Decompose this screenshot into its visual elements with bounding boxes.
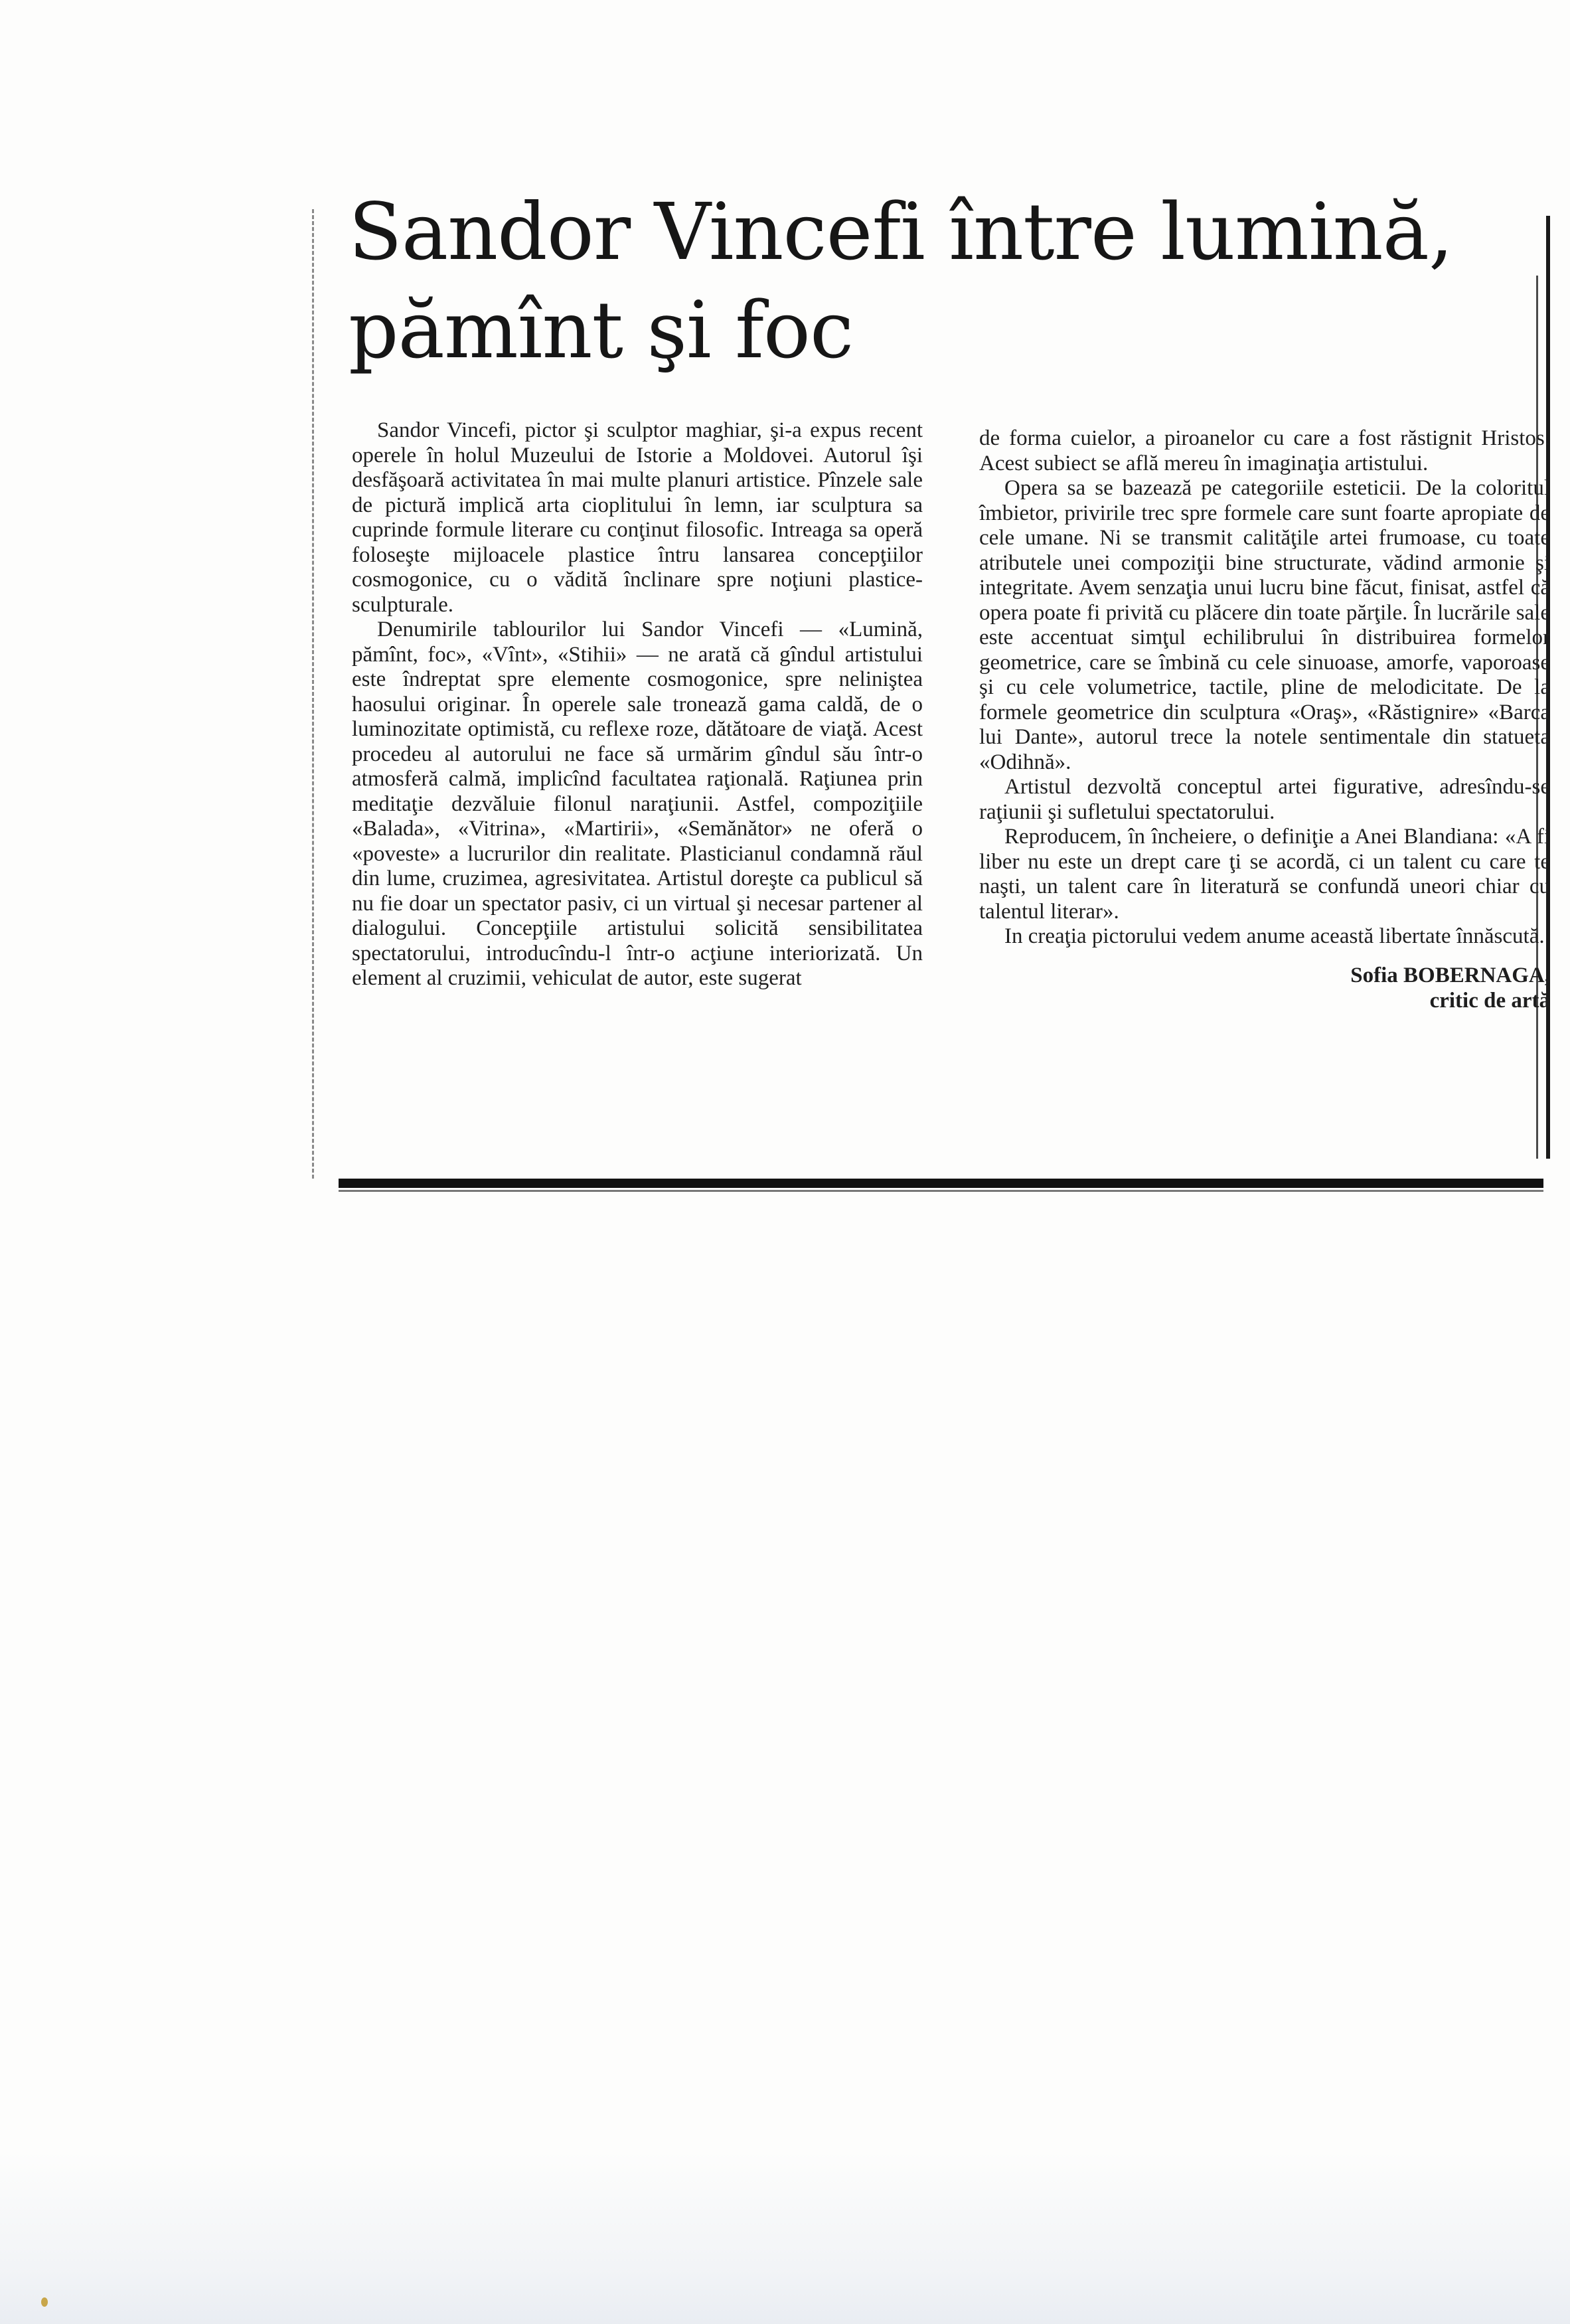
- bottom-rule: [339, 1179, 1543, 1188]
- paragraph: Artistul dezvoltă conceptul artei figurative, adresîndu-se raţiunii şi sufletului spectatorului.: [979, 775, 1550, 824]
- paragraph: Reproducem, în încheiere, o definiţie a Anei Blandiana: «A fi liber nu este un drept care ţi se acordă, ci un talent cu care te naşti, un talent care în literatură se confundă uneori chiar cu talentul literar».: [979, 825, 1550, 924]
- bottom-rule-shadow: [339, 1190, 1543, 1192]
- author-name: Sofia BOBERNAGA,: [1350, 963, 1550, 987]
- paragraph: Denumirile tablourilor lui Sandor Vincefi — «Lumină, pămînt, foc», «Vînt», «Stihii» — ne arată că gîndul artistului este îndreptat spre elemente cosmogonice, spre neliniştea haosului originar. În operele sale tronează gama caldă, de o luminozitate optimistă, cu reflexe roze, dătătoare de viaţă. Acest procedeu al autorului ne face să urmărim gîndul său într-o atmosferă calmă, implicînd facultatea raţională. Raţiunea prin meditaţie dezvăluie filonul naraţiunii. Astfel, compoziţiile «Balada», «Vitrina», «Martirii», «Semănător» ne oferă o «poveste» a lucrurilor din realitate. Plasticianul condamnă răul din lume, cruzimea, agresivitatea. Artistul doreşte ca publicul să nu fie doar un spectator pasiv, ci un virtual şi necesar partener al dialogului. Concepţiile artistului solicită sensibilitatea spectatorului, introducîndu-l într-o acţiune interiorizată. Un element al cruzimii, vehiculat de autor, este sugerat: [352, 618, 923, 990]
- paragraph: Opera sa se bazează pe categoriile esteticii. De la coloritul îmbietor, privirile trec spre formele care sunt foarte apropiate de cele umane. Ni se transmit calităţile artei frumoase, cu toate atributele unei compoziţii bine structurate, vădind armonie şi integritate. Avem senzaţia unui lucru bine făcut, finisat, astfel că opera poate fi privită cu plăcere din toate părţile. În lucrările sale este accentuat simţul echilibrului în distribuirea formelor geometrice, care se îmbină cu cele sinuoase, amorfe, vaporoase şi cu cele volumetrice, tactile, pline de melodicitate. De la formele geometrice din sculptura «Oraş», «Răstignire» «Barca lui Dante», autorul trece la notele sentimentale din statueta «Odihnă».: [979, 476, 1550, 774]
- paragraph: de forma cuielor, a piroanelor cu care a fost răstignit Hristos. Acest subiect se află mereu în imaginaţia artistului.: [979, 426, 1550, 475]
- newspaper-clipping: [312, 169, 1550, 1205]
- article-column-left: [352, 418, 923, 991]
- author-signature: [979, 963, 1550, 1013]
- paragraph: In creaţia pictorului vedem anume această libertate înnăscută.: [1004, 924, 1545, 948]
- paper-speck: [41, 2297, 48, 2307]
- article-column-right: [979, 426, 1550, 1013]
- author-role: critic de artă: [1429, 988, 1550, 1013]
- clipping-left-edge: [312, 209, 314, 1179]
- paragraph: Sandor Vincefi, pictor şi sculptor maghiar, şi-a expus recent operele în holul Muzeului de Istorie a Moldovei. Autorul îşi desfăşoară activitatea în mai multe planuri artistice. Pînzele sale de pictură implică arta cioplitului în lemn, iar sculptura sa cuprinde formule literare cu conţinut filosofic. Intreaga sa operă foloseşte mijloacele plastice întru lansarea concepţiilor cosmogonice, cu o vădită înclinare spre noţiuni plastice-sculpturale.: [352, 418, 923, 617]
- article-headline: Sandor Vincefi între lumină, pămînt şi foc: [349, 186, 1453, 376]
- paper-stain: [0, 2151, 1570, 2324]
- article-body: [352, 418, 1550, 1149]
